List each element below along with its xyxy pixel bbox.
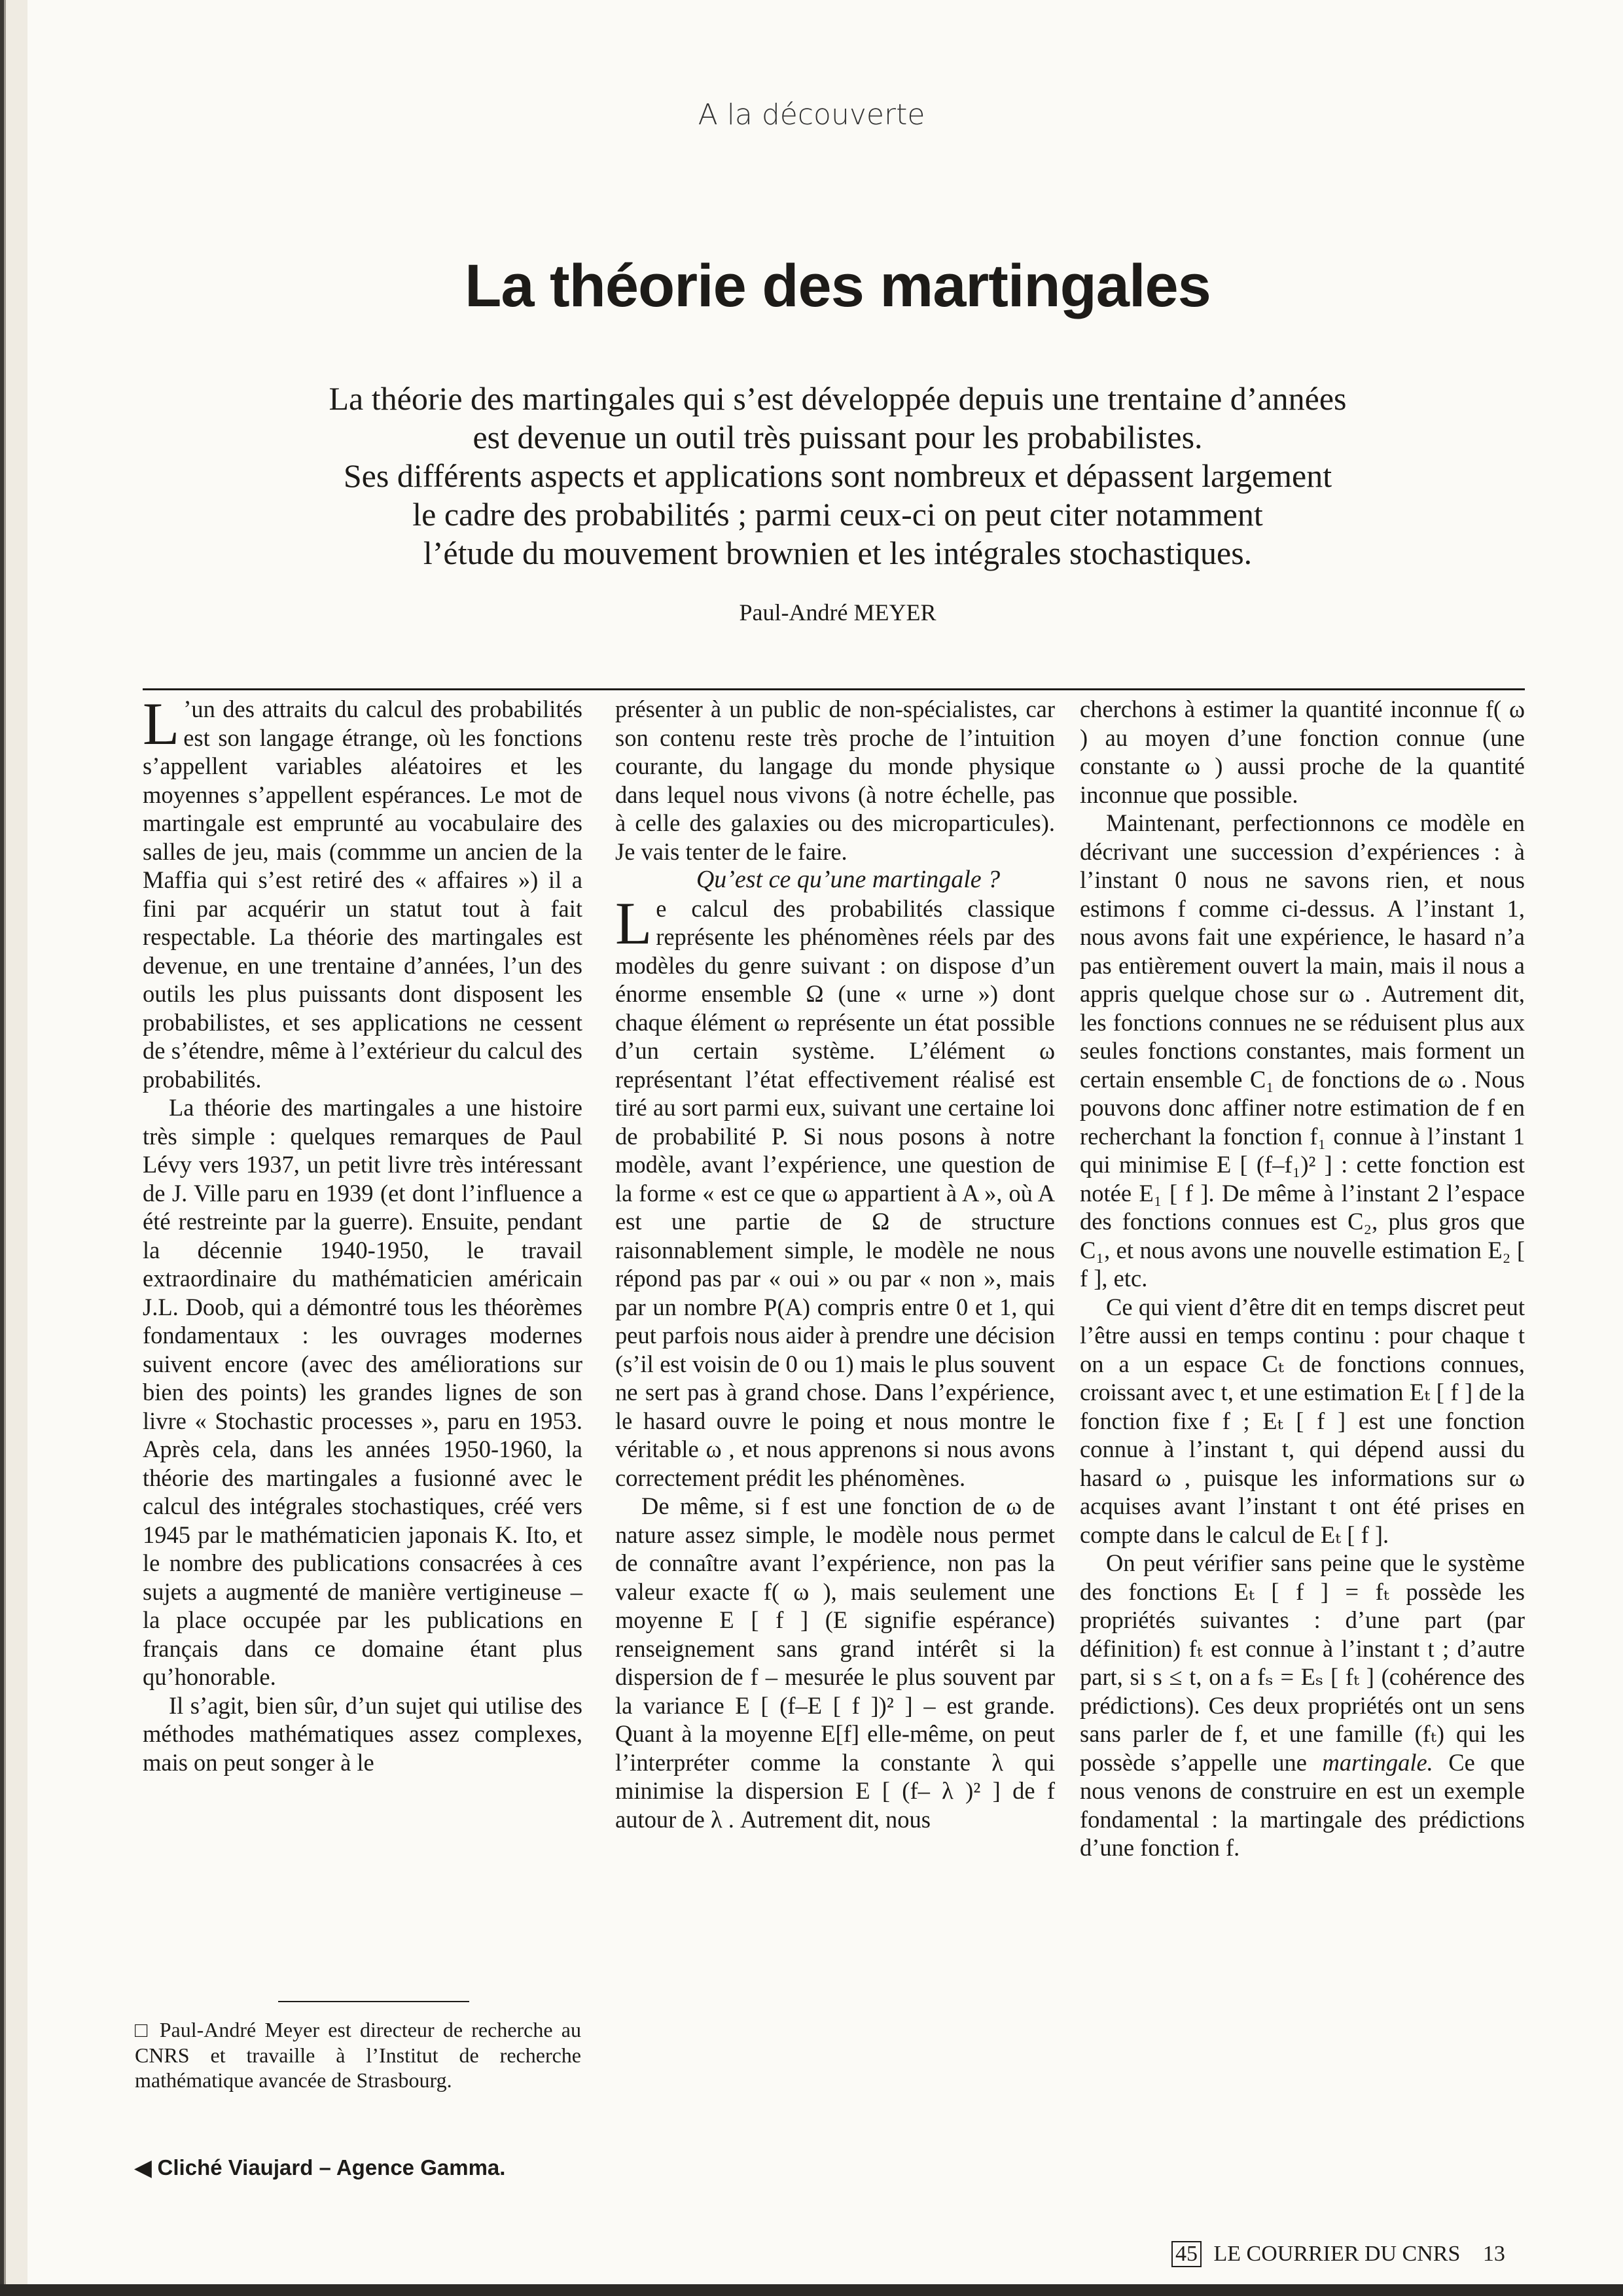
paragraph-text: Ce que nous venons de construire en est un exemple fondamental : la martingale des prédictions d’une fonction f.: [1080, 1748, 1525, 1861]
drop-cap: L: [143, 690, 180, 757]
lead-line: La théorie des martingales qui s’est développée depuis une trentaine d’années: [329, 380, 1347, 417]
paragraph: Ce qui vient d’être dit en temps discret peut l’être aussi en temps continu : pour chaque t on a un espace Cₜ de fonctions connues, croissant avec t, et une estimation Eₜ [ f ] de la fonction fixe f ; Eₜ [ f ] est une fonction connue à l’instant t, qui dépend aussi du hasard ω , puisque les informations sur ω acquises avant l’instant t ont été prises en compte dans le calcul de Eₜ [ f ].: [1080, 1293, 1525, 1548]
section-heading: A la découverte: [698, 98, 925, 132]
header-rule: [143, 688, 1525, 690]
paragraph: De même, si f est une fonction de ω de nature assez simple, le modèle nous permet de connaître avant l’expérience, non pas la valeur exacte f( ω ), mais seulement une moyenne E [ f ] (E signifie espérance) renseignement sans grand intérêt si la dispersion de f – mesurée le plus souvent par la variance E [ (f–E [ f ])² ] – est grande. Quant à la moyenne E[f] elle-même, on peut l’interpréter comme la constante λ qui minimise la dispersion E [ (f– λ )² ] de f autour de λ . Autrement dit, nous: [615, 1492, 1055, 1833]
lead-line: Ses différents aspects et applications sont nombreux et dépassent largement: [343, 457, 1332, 494]
photo-credit: ◀ Cliché Viaujard – Agence Gamma.: [135, 2155, 506, 2180]
page-number: 13: [1482, 2242, 1505, 2266]
issue-number: 45: [1171, 2241, 1202, 2267]
drop-cap: L: [615, 889, 652, 957]
bio-rule: [278, 2001, 469, 2002]
column-1: [143, 690, 582, 1776]
paragraph-text: e calcul des probabilités classique représente les phénomènes réels par des modèles du genre suivant : on dispose d’un énorme ensemble Ω (une « urne ») dont chaque élément ω représente un état possible d’un certain système. L’élément ω représentant l’état effectivement réalisé est tiré au sort parmi eux, suivant une certaine loi de probabilité P. Si nous posons à notre modèle, avant l’expérience, une question de la forme « est ce que ω appartient à A », où A est une partie de Ω de structure raisonnablement simple, le modèle ne nous répond pas par « oui » ou par « non », mais par un nombre P(A) compris entre 0 et 1, qui peut parfois nous aider à prendre une décision (s’il est voisin de 0 ou 1) mais le plus souvent ne sert pas à grand chose. Dans l’expérience, le hasard ouvre le poing et nous montre le véritable ω , et nous apprenons si nous avons correctement prédit les phénomènes.: [615, 894, 1055, 1491]
page-footer: [1171, 2241, 1505, 2267]
lead-paragraph: [223, 380, 1453, 573]
column-3: [1080, 695, 1525, 1862]
paragraph-text: ’un des attraits du calcul des probabilités est son langage étrange, où les fonctions s’appellent variables aléatoires et les moyennes s’appellent espérances. Le mot de martingale est emprunté au vocabulaire des salles de jeu, mais (commme un ancien de la Maffia qui s’est retiré des « affaires ») il a fini par acquérir un statut tout à fait respectable. La théorie des martingales est devenue, en une trentaine d’années, l’un des outils les plus puissants dont disposent les probabilistes, et ses applications ne cessent de s’étendre, même à l’extérieur du calcul des probabilités.: [143, 696, 582, 1093]
subheading: Qu’est ce qu’une martingale ?: [696, 866, 1001, 893]
lead-line: le cadre des probabilités ; parmi ceux-ci on peut citer notamment: [412, 496, 1263, 533]
paragraph: cherchons à estimer la quantité inconnue f( ω ) au moyen d’une fonction connue (une constante ω ) aussi proche de la quantité inconnue que possible.: [1080, 696, 1525, 808]
lead-line: est devenue un outil très puissant pour les probabilistes.: [473, 419, 1203, 455]
author-byline: Paul-André MEYER: [739, 599, 936, 626]
paragraph-text: On peut vérifier sans peine que le système des fonctions Eₜ [ f ] = fₜ possède les propriétés suivantes : d’une part (par définition) fₜ est connue à l’instant t ; d’autre part, si s ≤ t, on a fₛ = Eₛ [ fₜ ] (cohérence des prédictions). Ces deux propriétés ont un sens sans parler de f, et une famille (fₜ) qui les possède s’appelle une: [1080, 1549, 1525, 1776]
lead-line: l’étude du mouvement brownien et les intégrales stochastiques.: [423, 535, 1253, 571]
paragraph: [1080, 1549, 1525, 1862]
paragraph: [615, 889, 1055, 1492]
article-title: La théorie des martingales: [465, 253, 1211, 319]
journal-name: LE COURRIER DU CNRS: [1213, 2242, 1461, 2266]
paragraph: [143, 690, 582, 1093]
column-2: [615, 695, 1055, 1833]
scan-border-bottom: [0, 2284, 1623, 2296]
paragraph: La théorie des martingales a une histoire très simple : quelques remarques de Paul Lévy vers 1937, un petit livre très intéressant de J. Ville paru en 1939 (et dont l’influence a été restreinte par la guerre). Ensuite, pendant la décennie 1940-1950, le travail extraordinaire du mathématicien américain J.L. Doob, qui a démontré tous les théorèmes fondamentaux : les ouvrages modernes suivent encore (avec des améliorations sur bien des points) les grandes lignes de son livre « Stochastic processes », paru en 1953. Après cela, dans les années 1950-1960, la théorie des martingales a fusionné avec le calcul des intégrales stochastiques, créé vers 1945 par le mathématicien japonais K. Ito, et le nombre des publications consacrées à ces sujets a augmenté de manière vertigineuse – la place occupée par les publications en français dans ce domaine étant plus qu’honorable.: [143, 1094, 582, 1690]
paragraph: Maintenant, perfectionnons ce modèle en décrivant une succession d’expériences : à l’instant 0 nous ne savons rien, et nous estimons f comme ci-dessus. A l’instant 1, nous avons fait une expérience, le hasard n’a pas entièrement ouvert la main, mais il nous a appris quelque chose sur ω . Autrement dit, les fonctions connues ne se réduisent plus aux seules fonctions constantes, mais forment un certain ensemble C₁ de fonctions de ω . Nous pouvons donc affiner notre estimation de f en recherchant la fonction f₁ connue à l’instant 1 qui minimise E [ (f–f₁)² ] : cette fonction est notée E₁ [ f ]. De même à l’instant 2 l’espace des fonctions connues est C₂, plus gros que C₁, et nous avons une nouvelle estimation E₂ [ f ], etc.: [1080, 809, 1525, 1292]
scan-border: [0, 0, 27, 2296]
author-bio: □ Paul-André Meyer est directeur de recherche au CNRS et travaille à l’Institut de recherche mathématique avancée de Strasbourg.: [135, 2018, 581, 2092]
paragraph: Il s’agit, bien sûr, d’un sujet qui utilise des méthodes mathématiques assez complexes, mais on peut songer à le: [143, 1691, 582, 1776]
paragraph: présenter à un public de non-spécialistes, car son contenu reste très proche de l’intuition courante, du langage du monde physique dans lequel nous vivons (à notre échelle, pas à celle des galaxies ou des microparticules). Je vais tenter de le faire.: [615, 696, 1055, 865]
emphasis: martingale.: [1322, 1748, 1433, 1776]
